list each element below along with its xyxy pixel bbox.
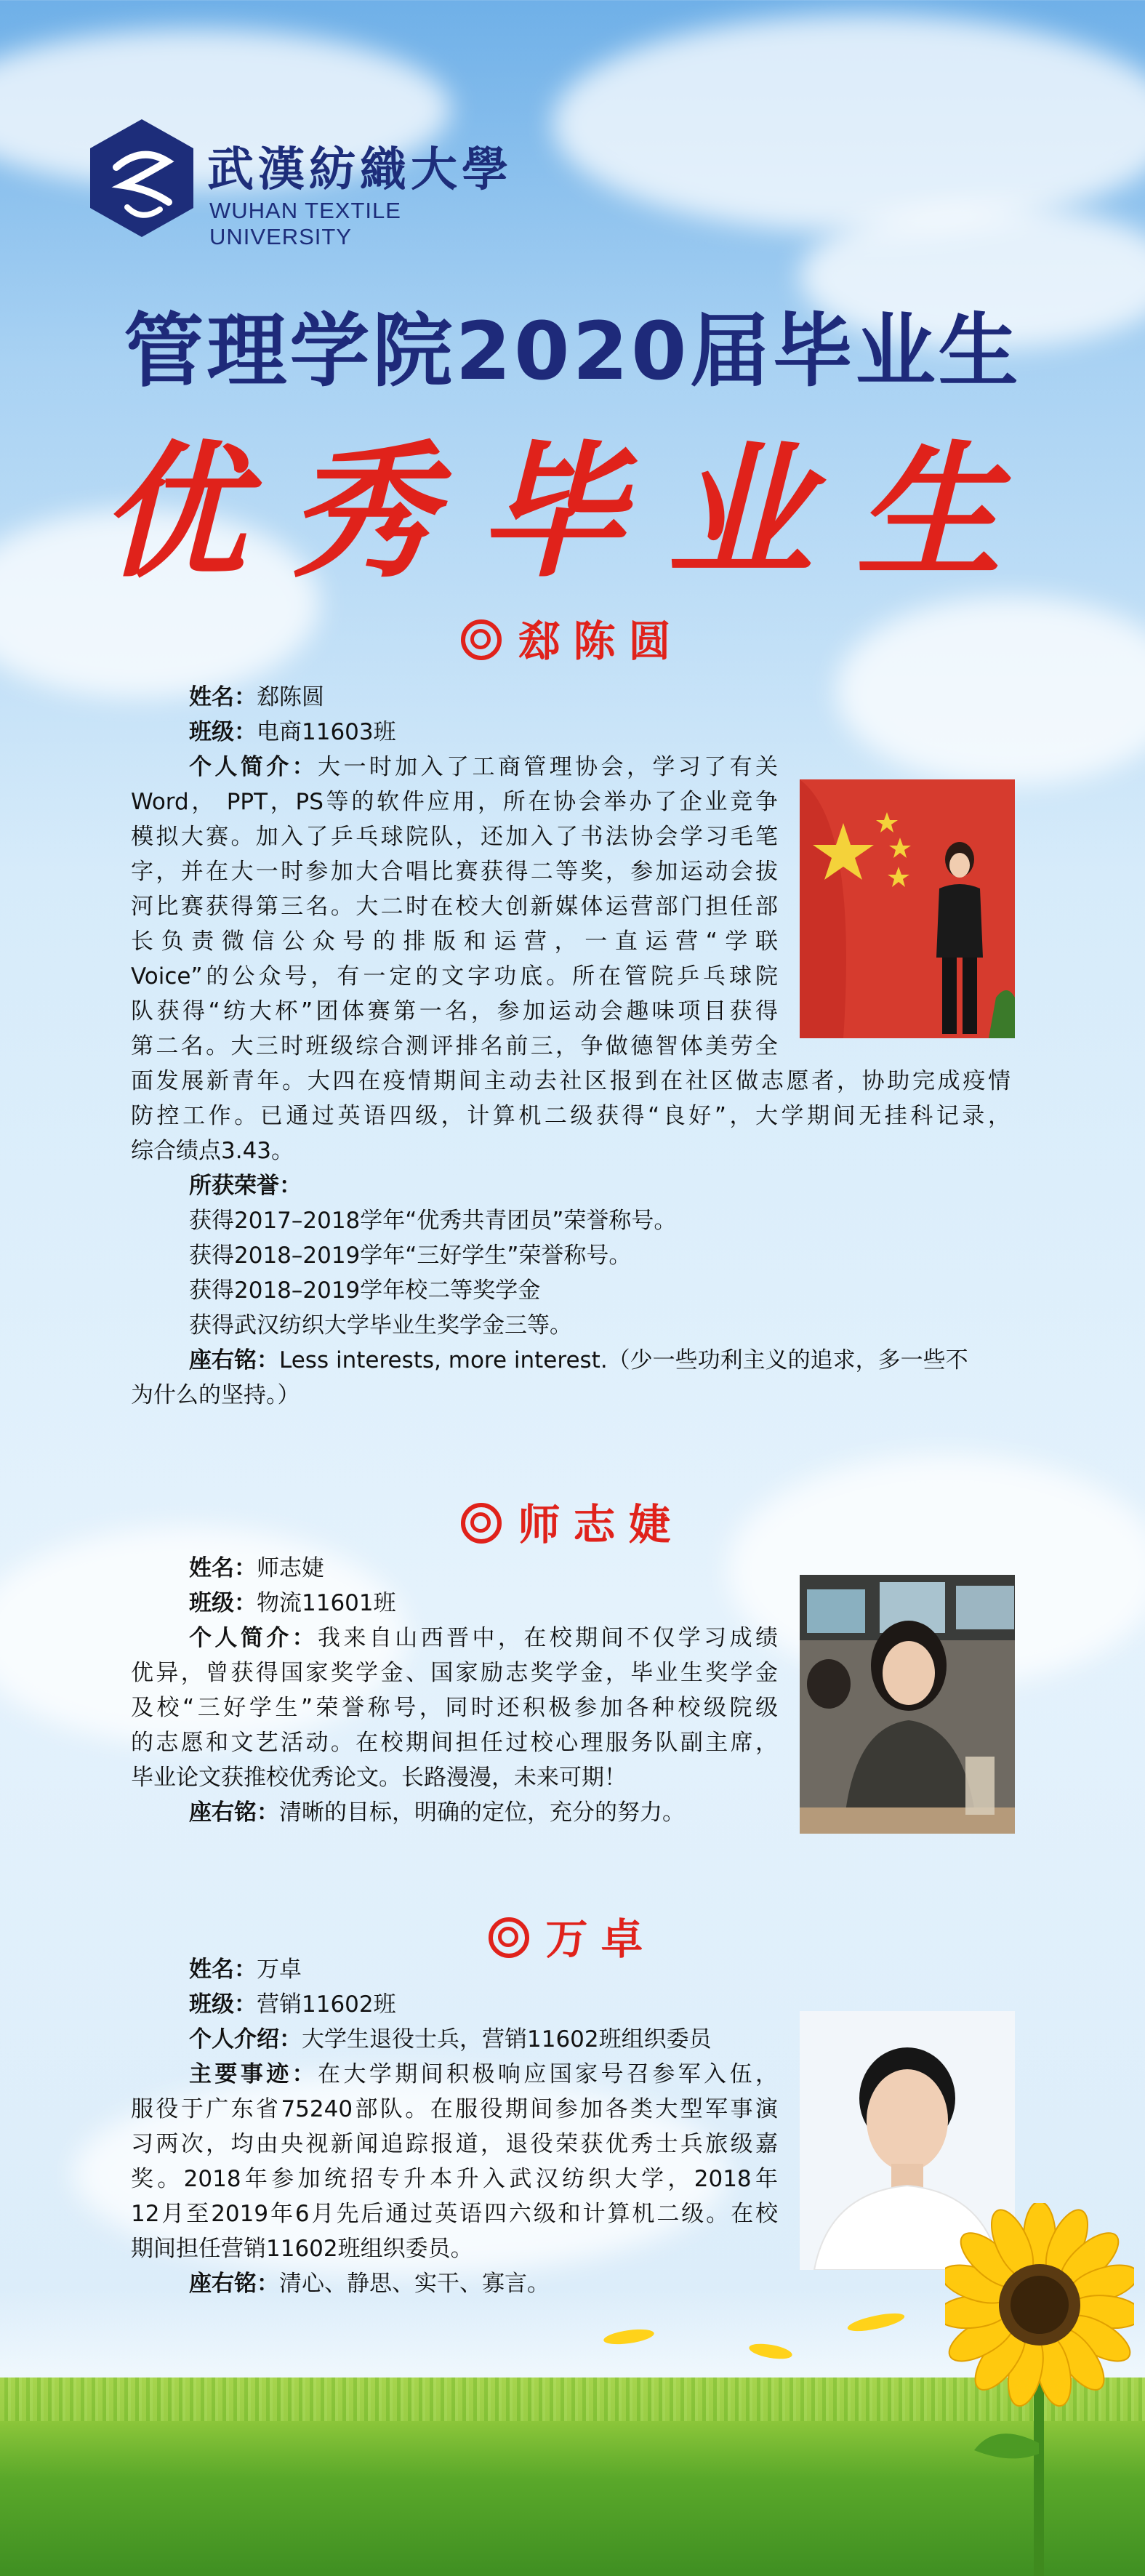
field-value: 清晰的目标，明确的定位，充分的努力。 <box>279 1799 685 1826</box>
student-info <box>131 1952 1018 2301</box>
field-label: 姓名： <box>189 1957 257 1983</box>
info-line: 服役于广东省75240部队。在服役期间参加各类大型军事演 <box>131 2096 778 2122</box>
field-value: Less interests, more interest.（少一些功利主义的追求，多一些不 <box>279 1347 968 1373</box>
field-value: 大一时加入了工商管理协会，学习了有关 <box>318 754 778 780</box>
info-line: 长负责微信公众号的排版和运营，一直运营“学联 <box>131 928 778 955</box>
info-line: 队获得“纺大杯”团体赛第一名，参加运动会趣味项目获得 <box>131 998 778 1024</box>
info-line: 及校“三好学生”荣誉称号，同时还积极参加各种校级院级 <box>131 1695 778 1721</box>
field-value: 物流11601班 <box>257 1590 396 1616</box>
field-value: 大学生退役士兵，营销11602班组织委员 <box>302 2026 712 2053</box>
honor-item: 获得2018–2019学年校二等奖学金 <box>189 1277 541 1304</box>
info-line <box>131 2057 778 2092</box>
petal-decoration <box>748 2341 793 2362</box>
student-heading <box>0 1490 1145 1552</box>
info-line: 优异，曾获得国家奖学金、国家励志奖学金，毕业生奖学金 <box>131 1660 778 1686</box>
info-line <box>131 2022 1018 2057</box>
honor-item: 获得武汉纺织大学毕业生奖学金三等。 <box>189 1312 572 1339</box>
field-value: 万卓 <box>257 1957 302 1983</box>
student-heading-name: 郄陈圆 <box>518 617 684 666</box>
field-label: 个人简介： <box>189 1625 318 1651</box>
field-label: 个人介绍： <box>189 2026 302 2053</box>
info-line: 面发展新青年。大四在疫情期间主动去社区报到在社区做志愿者，协助完成疫情 <box>131 1068 1011 1094</box>
info-line <box>131 1551 1018 1586</box>
info-line: 第二名。大三时班级综合测评排名前三，争做德智体美劳全 <box>131 1033 778 1059</box>
info-line: 综合绩点3.43。 <box>131 1138 294 1164</box>
info-line <box>131 1343 1018 1378</box>
info-line: 防控工作。已通过英语四级，计算机二级获得“良好”，大学期间无挂科记录， <box>131 1103 1011 1129</box>
field-value: 电商11603班 <box>257 719 396 745</box>
field-label: 座右铭： <box>189 2271 279 2297</box>
university-logo <box>87 116 523 247</box>
field-value: 我来自山西晋中，在校期间不仅学习成绩 <box>318 1625 778 1651</box>
field-label: 姓名： <box>189 684 257 710</box>
university-name-cn: 武漢紡織大學 <box>207 143 513 197</box>
field-value: 在大学期间积极响应国家号召参军入伍， <box>318 2061 778 2087</box>
field-label: 班级： <box>189 1991 257 2018</box>
circle-bullet-icon <box>461 619 502 660</box>
honor-item: 获得2017–2018学年“优秀共青团员”荣誉称号。 <box>189 1208 677 1234</box>
info-line: 期间担任营销11602班组织委员。 <box>131 2236 473 2262</box>
info-line <box>131 2266 1018 2301</box>
student-info <box>131 1551 1018 1830</box>
field-label: 座右铭： <box>189 1347 279 1373</box>
banner-title: 优秀毕业生 <box>100 427 1045 598</box>
info-line <box>131 715 1018 750</box>
field-label: 班级： <box>189 719 257 745</box>
info-line: 为什么的坚持。） <box>131 1382 300 1408</box>
info-line <box>131 750 778 785</box>
student-heading <box>0 607 1145 668</box>
info-line <box>131 1952 1018 1987</box>
sunflower-icon <box>945 2203 1134 2576</box>
info-line: 字，并在大一时参加大合唱比赛获得二等奖，参加运动会拔 <box>131 859 778 885</box>
field-label: 主要事迹： <box>189 2061 318 2087</box>
info-line: 习两次，均由央视新闻追踪报道，退役荣获优秀士兵旅级嘉 <box>131 2131 778 2157</box>
info-line: 奖。2018年参加统招专升本升入武汉纺织大学，2018年 <box>131 2166 778 2192</box>
page-title: 管理学院2020届毕业生 <box>124 305 1021 398</box>
info-line: Voice”的公众号，有一定的文字功底。所在管院乒乓球院 <box>131 963 778 990</box>
petal-decoration <box>846 2310 906 2335</box>
info-line <box>131 1987 1018 2022</box>
info-line <box>131 1168 1018 1203</box>
circle-bullet-icon <box>461 1503 502 1544</box>
field-label: 座右铭： <box>189 1799 279 1826</box>
field-label: 个人简介： <box>189 754 318 780</box>
field-label: 班级： <box>189 1590 257 1616</box>
info-line: Word， PPT，PS等的软件应用，所在协会举办了企业竞争 <box>131 789 778 815</box>
info-line <box>131 680 1018 715</box>
field-value: 师志婕 <box>257 1555 324 1581</box>
student-info <box>131 680 1018 1413</box>
info-line: 毕业论文获推校优秀论文。长路漫漫，未来可期！ <box>131 1765 627 1791</box>
field-value: 营销11602班 <box>257 1991 396 2018</box>
info-line <box>131 1795 1018 1830</box>
honor-item: 获得2018–2019学年“三好学生”荣誉称号。 <box>189 1243 632 1269</box>
info-line <box>131 1586 1018 1621</box>
info-line: 河比赛获得第三名。大二时在校大创新媒体运营部门担任部 <box>131 894 778 920</box>
field-value: 郄陈圆 <box>257 684 324 710</box>
student-heading-name: 万卓 <box>545 1914 656 1964</box>
petal-decoration <box>603 2327 655 2347</box>
cloud <box>553 15 1145 233</box>
info-line <box>131 1621 778 1656</box>
university-name-en: WUHAN TEXTILE UNIVERSITY <box>209 198 401 249</box>
university-emblem-icon <box>87 116 196 240</box>
field-value: 清心、静思、实干、寡言。 <box>279 2271 550 2297</box>
field-label: 所获荣誉： <box>189 1173 302 1199</box>
info-line: 模拟大赛。加入了乒乓球院队，还加入了书法协会学习毛笔 <box>131 824 778 850</box>
field-label: 姓名： <box>189 1555 257 1581</box>
student-heading-name: 师志婕 <box>518 1500 684 1549</box>
info-line: 12月至2019年6月先后通过英语四六级和计算机二级。在校 <box>131 2201 778 2227</box>
info-line: 的志愿和文艺活动。在校期间担任过校心理服务队副主席， <box>131 1730 778 1756</box>
